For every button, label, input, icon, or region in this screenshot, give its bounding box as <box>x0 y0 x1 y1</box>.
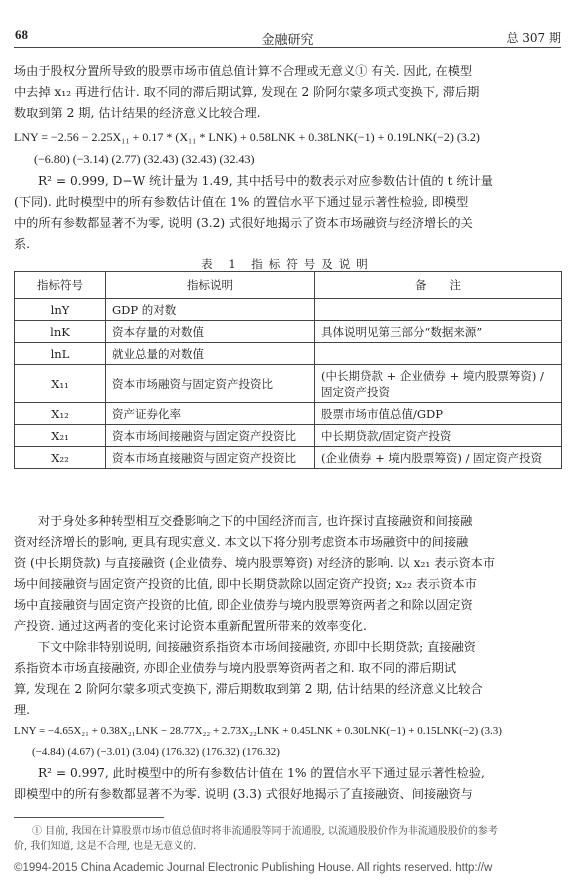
table-cell-symbol: X₂₂ <box>15 447 106 469</box>
table-cell-note: 股票市场市值总值/GDP <box>315 403 562 425</box>
table-cell-desc: 资本市场间接融资与固定资产投资比 <box>106 425 315 447</box>
body-line: 资 (中长期贷款) 与直接融资 (企业债券、境内股票筹资) 对经济的影响. 以 x₂₁ 表示资本市 <box>14 556 496 570</box>
body-line: 对于身处多种转型相互交叠影响之下的中国经济而言, 也许探讨直接融资和间接融 <box>38 514 473 528</box>
table-cell-desc: 资本市场直接融资与固定资产投资比 <box>106 447 315 469</box>
table-row <box>15 365 562 403</box>
table-cell-note <box>315 299 562 321</box>
body-line: 即模型中的所有参数都显著不为零. 说明 (3.3) 式很好地揭示了直接融资、间接融资与 <box>14 787 473 801</box>
footnote-rule <box>14 817 164 818</box>
body-line: 资对经济增长的影响, 更具有现实意义. 本文以下将分别考虑资本市场融资中的间接融 <box>14 535 469 549</box>
body-line: (下同). 此时模型中的所有参数估计值在 1% 的置信水平下通过显示著性检验, 即模型 <box>14 195 469 209</box>
table-cell-symbol: X₂₁ <box>15 425 106 447</box>
table-header-cell: 备 注 <box>315 272 562 299</box>
journal-title: 金融研究 <box>261 33 314 48</box>
table-header-cell: 指标符号 <box>15 272 106 299</box>
equation-3-3-tstats: (−4.84) (4.67) (−3.01) (3.04) (176.32) (176.32) (176.32) <box>32 746 280 758</box>
body-line: 下文中除非特别说明, 间接融资系指资本市场间接融资, 亦即中长期贷款; 直接融资 <box>38 640 476 654</box>
body-line: 产投资. 通过这两者的变化来讨论资本重新配置所带来的效率变化. <box>14 619 367 633</box>
table-cell-symbol: lnL <box>15 343 106 365</box>
body-line: R² = 0.997, 此时模型中的所有参数估计值在 1% 的置信水平下通过显示著性检验, <box>38 766 485 780</box>
table-header-cell: 指标说明 <box>106 272 315 299</box>
header-rule <box>14 47 561 48</box>
body-line: 场中间接融资与固定资产投资的比值, 即中长期贷款除以固定资产投资; x₂₂ 表示资本市 <box>14 577 477 591</box>
issue-number: 总 307 期 <box>506 31 561 45</box>
table-row <box>15 299 562 321</box>
body-line: 中的所有参数都显著不为零, 说明 (3.2) 式很好地揭示了资本市场融资与经济增长的关 <box>14 216 473 230</box>
table-cell-symbol: X₁₁ <box>15 365 106 403</box>
footnote-line: ① 目前, 我国在计算股票市场市值总值时将非流通股等同于流通股, 以流通股股价作为非流通股股价的参考 <box>32 826 498 837</box>
page-number: 68 <box>15 27 28 42</box>
indicator-table <box>14 271 562 469</box>
body-line: 理. <box>14 703 31 717</box>
body-line: 场中直接融资与固定资产投资的比值, 即企业债券与境内股票筹资两者之和除以固定资 <box>14 598 473 612</box>
equation-3-3: LNY = −4.65X₂₁ + 0.38X₂₁LNK − 28.77X₂₂ + 2.73X₂₂LNK + 0.45LNK + 0.30LNK(−1) + 0.15LNK(−2) (3.3) <box>14 725 502 737</box>
table-cell-note: (企业债券 + 境内股票筹资) / 固定资产投资 <box>315 447 562 469</box>
footnote-line: 价, 我们知道, 这是不合理, 也是无意义的. <box>14 841 197 852</box>
body-line: 场由于股权分置所导致的股票市场市值总值计算不合理或无意义① 有关. 因此, 在模型 <box>14 64 473 78</box>
table-cell-desc: 资产证券化率 <box>106 403 315 425</box>
copyright-watermark: ©1994-2015 China Academic Journal Electronic Publishing House. All rights reserved. http://w <box>14 862 493 874</box>
table-row <box>15 403 562 425</box>
table-cell-desc: 资本存量的对数值 <box>106 321 315 343</box>
table-cell-desc: GDP 的对数 <box>106 299 315 321</box>
body-line: 系指资本市场直接融资, 亦即企业债券与境内股票筹资两者之和. 取不同的滞后期试 <box>14 661 457 675</box>
table-header-row <box>15 272 562 299</box>
table-row <box>15 447 562 469</box>
table-row <box>15 321 562 343</box>
table-cell-note: 中长期贷款/固定资产投资 <box>315 425 562 447</box>
table-cell-note <box>315 343 562 365</box>
equation-3-2: LNY = −2.56 − 2.25X₁₁ + 0.17 * (X₁₁ * LNK) + 0.58LNK + 0.38LNK(−1) + 0.19LNK(−2) (3.2) <box>14 130 480 144</box>
table-row <box>15 425 562 447</box>
page-header <box>0 0 575 48</box>
table-cell-symbol: lnK <box>15 321 106 343</box>
body-line: 中去掉 x₁₂ 再进行估计. 取不同的滞后期试算, 发现在 2 阶阿尔蒙多项式变换下, 滞后期 <box>14 85 480 99</box>
body-line: 数取到第 2 期, 估计结果的经济意义比较合理. <box>14 106 261 120</box>
table-cell-note: (中长期贷款 + 企业债券 + 境内股票筹资) / 固定资产投资 <box>315 365 562 403</box>
table-cell-desc: 资本市场融资与固定资产投资比 <box>106 365 315 403</box>
table-cell-symbol: lnY <box>15 299 106 321</box>
table-cell-note: 具体说明见第三部分“数据来源” <box>315 321 562 343</box>
table-cell-desc: 就业总量的对数值 <box>106 343 315 365</box>
table-title: 表 1 指标符号及说明 <box>201 257 374 271</box>
equation-3-2-tstats: (−6.80) (−3.14) (2.77) (32.43) (32.43) (32.43) <box>34 152 255 166</box>
body-line: R² = 0.999, D−W 统计量为 1.49, 其中括号中的数表示对应参数估计值的 t 统计量 <box>38 174 493 188</box>
table-row <box>15 343 562 365</box>
body-line: 系. <box>14 237 31 251</box>
body-line: 算, 发现在 2 阶阿尔蒙多项式变换下, 滞后期数取到第 2 期, 估计结果的经济意义比较合 <box>14 682 483 696</box>
table-cell-symbol: X₁₂ <box>15 403 106 425</box>
